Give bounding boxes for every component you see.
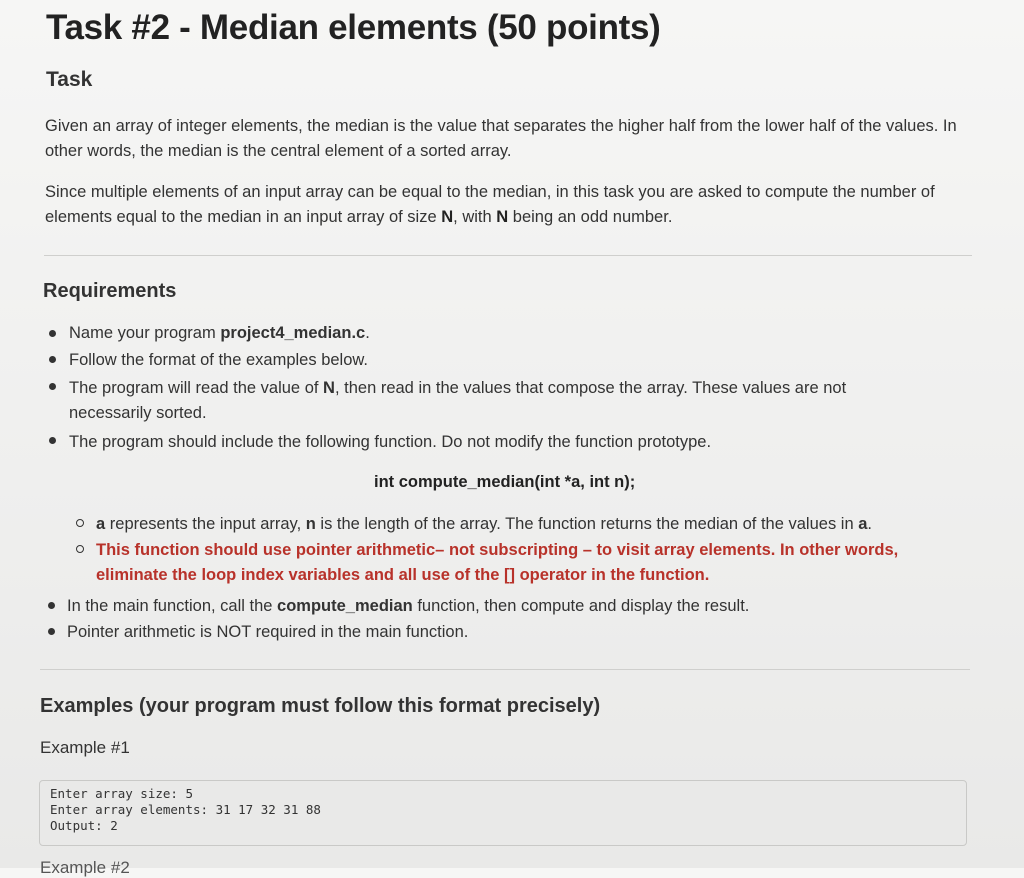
bullet-icon: [49, 356, 56, 363]
circle-bullet-icon: [76, 519, 84, 527]
page-title: Task #2 - Median elements (50 points): [46, 8, 661, 47]
requirement-item-main-pointer: Pointer arithmetic is NOT required in the main function.: [67, 623, 469, 641]
circle-bullet-icon: [76, 545, 84, 553]
requirements-heading: Requirements: [43, 280, 177, 302]
requirement-item-function: The program should include the following function. Do not modify the function prototype.: [69, 433, 712, 451]
bullet-icon: [49, 383, 56, 390]
function-prototype: int compute_median(int *a, int n);: [374, 473, 636, 491]
bullet-icon: [49, 330, 56, 337]
section-divider: [44, 255, 972, 256]
code-line: Output: 2: [50, 818, 118, 833]
examples-heading: Examples (your program must follow this format precisely): [40, 695, 601, 717]
task-heading: Task: [46, 68, 93, 91]
task-paragraph-1: Given an array of integer elements, the median is the value that separates the higher half from the lower half of the values. In other words, the median is the central element of a sorted array.: [45, 117, 957, 160]
bullet-icon: [49, 437, 56, 444]
bullet-icon: [48, 602, 55, 609]
code-line: Enter array elements: 31 17 32 31 88: [50, 802, 321, 817]
task-paragraph-2: Since multiple elements of an input array can be equal to the median, in this task you are asked to compute the number of elements equal to the median in an input array of size N, with N being an odd number.: [45, 183, 935, 226]
bullet-icon: [48, 628, 55, 635]
example-2-label: Example #2: [40, 858, 130, 877]
requirement-item-read-n: The program will read the value of N, then read in the values that compose the array. These values are not necessarily sorted.: [69, 379, 847, 422]
requirement-item-name: Name your program project4_median.c.: [69, 324, 370, 342]
section-divider: [40, 669, 970, 670]
example-1-code-block: [39, 780, 967, 846]
requirement-item-format: Follow the format of the examples below.: [69, 351, 368, 369]
requirement-item-main: In the main function, call the compute_median function, then compute and display the result.: [67, 597, 750, 615]
example-1-label: Example #1: [40, 738, 130, 757]
code-line: Enter array size: 5: [50, 786, 193, 801]
sub-item-parameters: a represents the input array, n is the length of the array. The function returns the median of the values in a.: [96, 515, 872, 533]
sub-item-pointer-arithmetic: This function should use pointer arithmetic– not subscripting – to visit array elements. In other words, eliminate the loop index variables and all use of the [] operator in the function.: [96, 541, 899, 584]
